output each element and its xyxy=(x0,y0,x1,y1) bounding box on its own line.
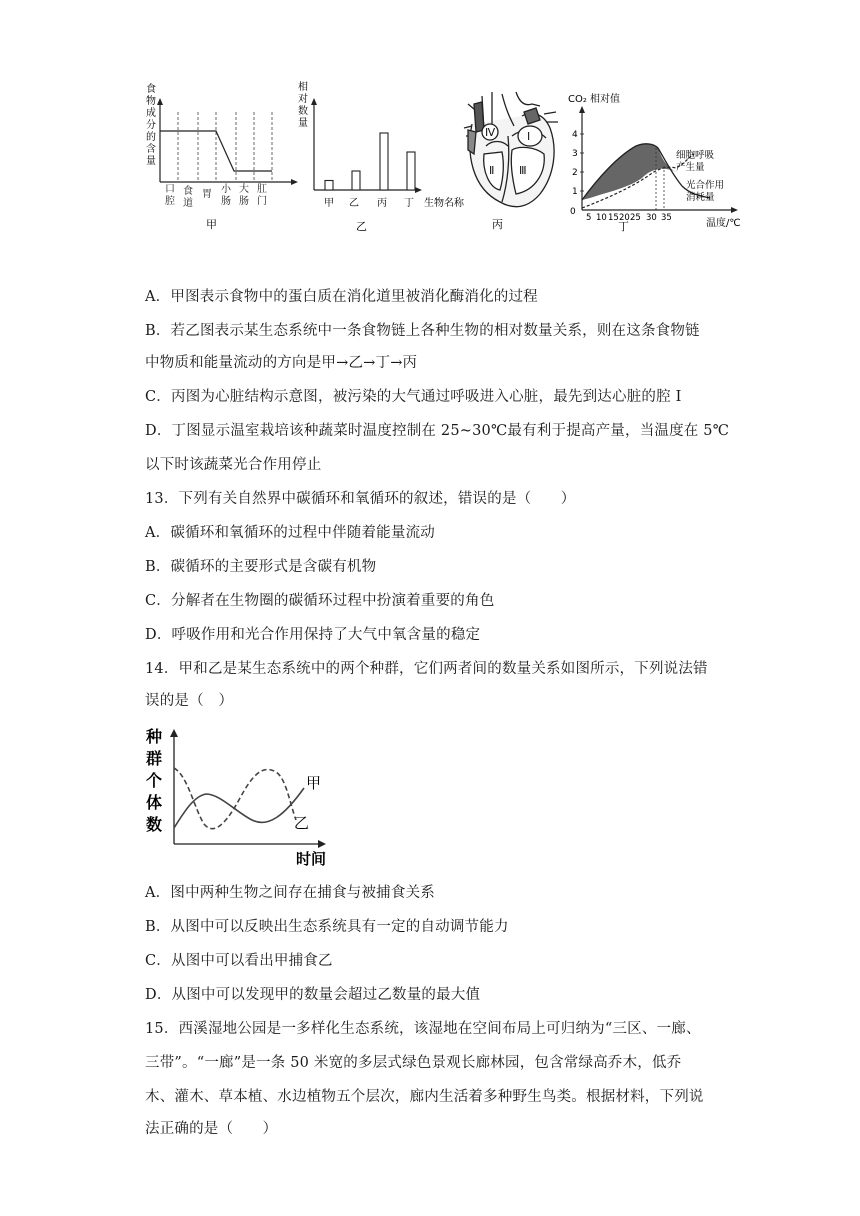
svg-text:30: 30 xyxy=(646,213,657,223)
yi-tick-label: 甲 xyxy=(324,198,334,209)
yi-x-axis-title: 生物名称 xyxy=(424,198,464,209)
svg-text:肠: 肠 xyxy=(221,196,231,207)
q14-option-d: D．从图中可以发现甲的数量会超过乙数量的最大值 xyxy=(145,987,481,1003)
q15-line4: 法正确的是（ ） xyxy=(145,1121,278,1137)
q14-series-label-jia: 甲 xyxy=(306,774,322,792)
q14-stem-line1: 14．甲和乙是某生态系统中的两个种群，它们两者间的数量关系如图所示，下列说法错 xyxy=(145,661,708,677)
q13-option-b: B．碳循环的主要形式是含碳有机物 xyxy=(145,559,377,575)
q12-option-b-line1: B．若乙图表示某生态系统中一条食物链上各种生物的相对数量关系，则在这条食物链 xyxy=(145,323,700,339)
q14-x-label: 时间 xyxy=(296,850,327,868)
q14-series-jia xyxy=(174,788,304,828)
ding-shaded-area xyxy=(582,144,676,200)
ding-y-ticks xyxy=(570,130,578,217)
yi-bars xyxy=(325,133,415,190)
svg-text:数: 数 xyxy=(146,815,163,834)
jia-caption: 甲 xyxy=(206,218,217,231)
q13-option-a: A．碳循环和氧循环的过程中伴随着能量流动 xyxy=(145,525,435,541)
svg-text:5: 5 xyxy=(586,213,592,223)
svg-text:口: 口 xyxy=(165,184,175,195)
yi-caption: 乙 xyxy=(356,220,367,233)
svg-text:种: 种 xyxy=(146,727,163,746)
svg-text:3: 3 xyxy=(572,149,578,159)
jia-ylabel-char: 食 xyxy=(146,84,156,95)
q12-option-b-line2: 中物质和能量流动的方向是甲→乙→丁→丙 xyxy=(145,355,418,371)
svg-text:胃: 胃 xyxy=(202,189,212,200)
svg-text:体: 体 xyxy=(146,793,163,812)
yi-bar-甲 xyxy=(325,181,333,191)
svg-text:道: 道 xyxy=(183,198,193,209)
jia-ylabel-char: 含 xyxy=(146,144,156,155)
q14-option-c: C．从图中可以看出甲捕食乙 xyxy=(145,953,333,969)
figure-bing xyxy=(462,84,562,234)
figure-jia xyxy=(140,82,300,232)
svg-text:门: 门 xyxy=(257,196,267,207)
svg-text:25: 25 xyxy=(630,213,641,223)
svg-text:10: 10 xyxy=(596,213,607,223)
jia-ylabel-char: 成 xyxy=(146,108,156,119)
q14-option-a: A．图中两种生物之间存在捕食与被捕食关系 xyxy=(145,885,435,901)
svg-text:产生量: 产生量 xyxy=(676,162,705,173)
svg-text:群: 群 xyxy=(146,749,163,768)
q14-series-label-yi: 乙 xyxy=(294,814,310,832)
svg-text:4: 4 xyxy=(572,130,578,140)
yi-bar-丁 xyxy=(407,152,415,190)
q15-line2: 三带”。“一廊”是一条 50 米宽的多层式绿色景观长廊林园，包含常绿高乔木，低乔 xyxy=(145,1055,682,1071)
figure-ding xyxy=(558,88,758,238)
ding-caption: 丁 xyxy=(618,220,629,233)
q14-stem-line2: 误的是（ ） xyxy=(145,693,234,709)
yi-bar-丙 xyxy=(380,133,388,190)
jia-ylabel-char: 的 xyxy=(146,132,156,143)
svg-text:20: 20 xyxy=(619,213,630,223)
svg-text:肠: 肠 xyxy=(239,196,249,207)
chamber-label-iii: Ⅲ xyxy=(519,164,527,177)
q12-option-d-line1: D．丁图显示温室栽培该种蔬菜时温度控制在 25~30℃最有利于提高产量，当温度在 5℃ xyxy=(145,423,730,439)
svg-text:细胞呼吸: 细胞呼吸 xyxy=(676,150,715,161)
q14-option-b: B．从图中可以反映出生态系统具有一定的自动调节能力 xyxy=(145,919,509,935)
svg-text:数: 数 xyxy=(298,106,308,117)
svg-text:0: 0 xyxy=(570,207,576,217)
chamber-label-iv: Ⅳ xyxy=(485,126,496,139)
svg-text:对: 对 xyxy=(298,94,308,105)
svg-text:食: 食 xyxy=(183,186,193,197)
svg-text:腔: 腔 xyxy=(165,196,175,207)
ding-x-axis-title: 温度/℃ xyxy=(706,218,741,229)
q13-option-c: C．分解者在生物圈的碳循环过程中扮演着重要的角色 xyxy=(145,593,495,609)
ding-curve-labels xyxy=(676,149,724,203)
q13-option-d: D．呼吸作用和光合作用保持了大气中氧含量的稳定 xyxy=(145,627,481,643)
svg-text:小: 小 xyxy=(221,184,231,195)
svg-text:1: 1 xyxy=(572,187,578,197)
jia-ylabel-char: 物 xyxy=(146,96,156,107)
bing-caption: 丙 xyxy=(492,218,503,231)
jia-x-labels xyxy=(165,182,267,209)
ding-y-label: CO₂ 相对值 xyxy=(568,94,621,105)
svg-text:15: 15 xyxy=(608,213,619,223)
q13-stem: 13．下列有关自然界中碳循环和氧循环的叙述，错误的是（ ） xyxy=(145,491,576,507)
jia-ylabel-char: 量 xyxy=(146,156,156,167)
yi-tick-label: 丁 xyxy=(404,198,414,209)
yi-tick-label: 乙 xyxy=(349,198,359,209)
q12-option-c: C．丙图为心脏结构示意图，被污染的大气通过呼吸进入心脏，最先到达心脏的腔 I xyxy=(145,389,682,405)
q14-y-label xyxy=(145,727,162,834)
svg-text:肛: 肛 xyxy=(257,184,267,195)
yi-bar-乙 xyxy=(352,171,360,190)
chamber-label-i: Ⅰ xyxy=(527,130,531,143)
chamber-label-ii: Ⅱ xyxy=(489,164,495,177)
q15-line3: 木、灌木、草本植、水边植物五个层次，廊内生活着多种野生鸟类。根据材料，下列说 xyxy=(145,1089,704,1105)
jia-y-label xyxy=(146,82,156,167)
q12-option-d-line2: 以下时该蔬菜光合作用停止 xyxy=(145,457,322,473)
q14-series-yi xyxy=(174,768,296,829)
jia-ylabel-char: 分 xyxy=(146,120,156,131)
svg-text:量: 量 xyxy=(298,118,308,129)
yi-x-labels xyxy=(324,197,414,209)
q14-figure xyxy=(140,724,340,874)
svg-text:2: 2 xyxy=(572,168,578,178)
yi-tick-label: 丙 xyxy=(377,198,387,209)
q12-option-a: A．甲图表示食物中的蛋白质在消化道里被消化酶消化的过程 xyxy=(145,289,538,305)
figure-yi xyxy=(290,76,490,236)
svg-text:个: 个 xyxy=(146,771,163,790)
yi-y-label xyxy=(298,80,308,129)
svg-text:大: 大 xyxy=(239,184,249,195)
svg-text:相: 相 xyxy=(298,82,308,93)
heart-diagram xyxy=(464,92,558,207)
svg-text:消耗量: 消耗量 xyxy=(686,192,715,203)
svg-text:35: 35 xyxy=(661,213,672,223)
svg-text:光合作用: 光合作用 xyxy=(686,180,725,191)
q15-line1: 15．西溪湿地公园是一多样化生态系统，该湿地在空间布局上可归纳为“三区、一廊、 xyxy=(145,1021,701,1037)
